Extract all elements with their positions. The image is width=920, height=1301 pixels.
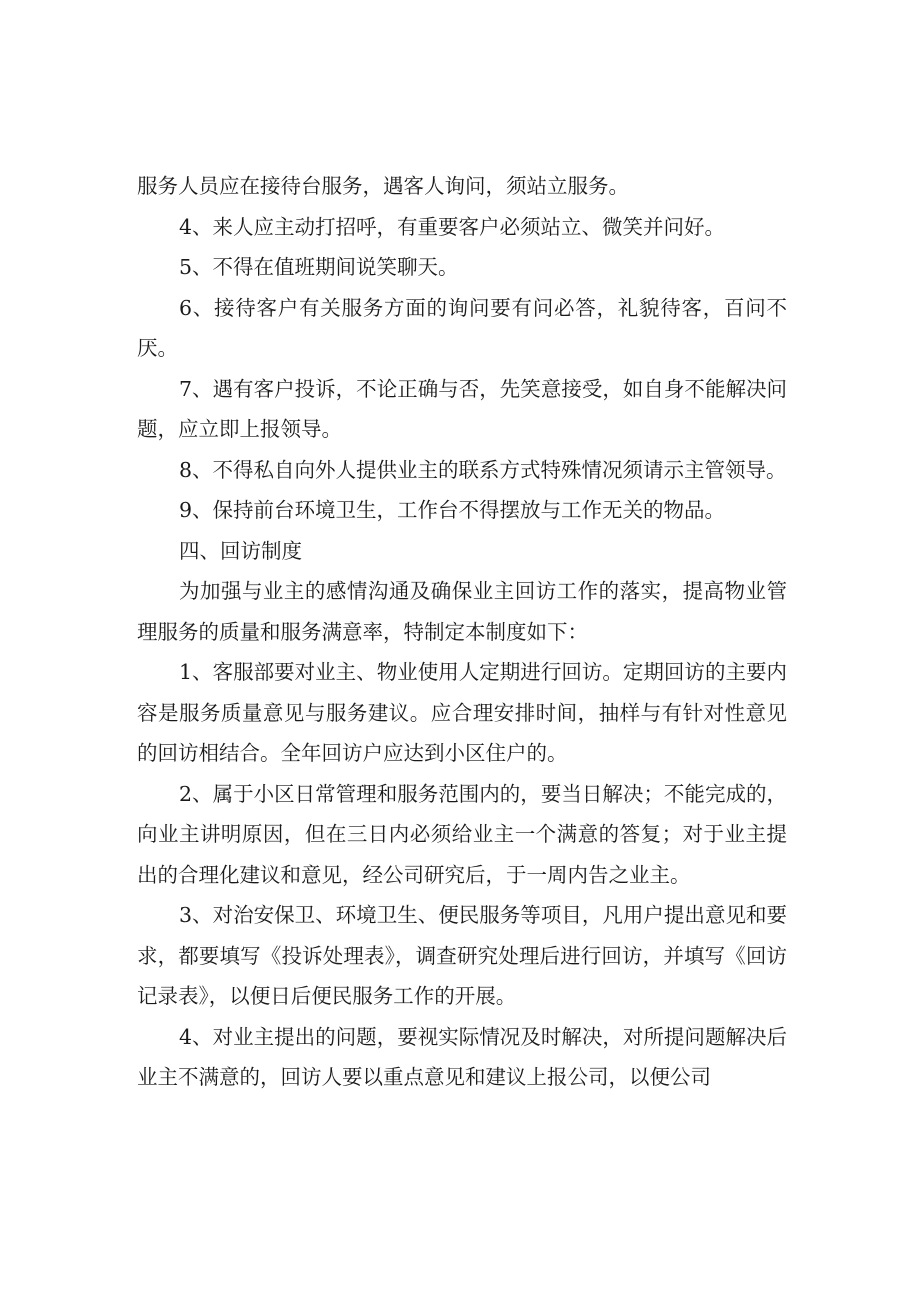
paragraph-visit-4: 4、对业主提出的问题，要视实际情况及时解决，对所提问题解决后业主不满意的，回访人要以重点意见和建议上报公司，以便公司: [137, 1024, 787, 1089]
paragraph-intro: 为加强与业主的感情沟通及确保业主回访工作的落实，提高物业管理服务的质量和服务满意率，特制定本制度如下：: [137, 579, 787, 644]
paragraph-item-6: 6、接待客户有关服务方面的询问要有问必答，礼貌待客，百问不厌。: [137, 295, 787, 360]
paragraph-visit-2: 2、属于小区日常管理和服务范围内的，要当日解决；不能完成的，向业主讲明原因，但在三日内必须给业主一个满意的答复；对于业主提出的合理化建议和意见，经公司研究后，于一周内告之业主。: [137, 781, 787, 887]
paragraph-visit-3: 3、对治安保卫、环境卫生、便民服务等项目，凡用户提出意见和要求，都要填写《投诉处理表》，调查研究处理后进行回访，并填写《回访记录表》，以便日后便民服务工作的开展。: [137, 903, 787, 1008]
paragraph-item-7: 7、遇有客户投诉，不论正确与否，先笑意接受，如自身不能解决问题，应立即上报领导。: [137, 376, 787, 441]
document-body: [137, 166, 787, 1098]
paragraph-item-8: 8、不得私自向外人提供业主的联系方式特殊情况须请示主管领导。: [179, 457, 787, 482]
paragraph-continuation: 服务人员应在接待台服务，遇客人询问，须站立服务。: [137, 174, 629, 198]
paragraph-item-4: 4、来人应主动打招呼，有重要客户必须站立、微笑并问好。: [179, 214, 726, 239]
paragraph-item-5: 5、不得在值班期间说笑聊天。: [179, 255, 459, 279]
paragraph-visit-1: 1、客服部要对业主、物业使用人定期进行回访。定期回访的主要内容是服务质量意见与服务建议。应合理安排时间，抽样与有针对性意见的回访相结合。全年回访户应达到小区住户的。: [137, 660, 787, 765]
paragraph-item-9: 9、保持前台环境卫生，工作台不得摆放与工作无关的物品。: [179, 498, 726, 522]
section-heading-visit-system: 四、回访制度: [179, 538, 302, 563]
